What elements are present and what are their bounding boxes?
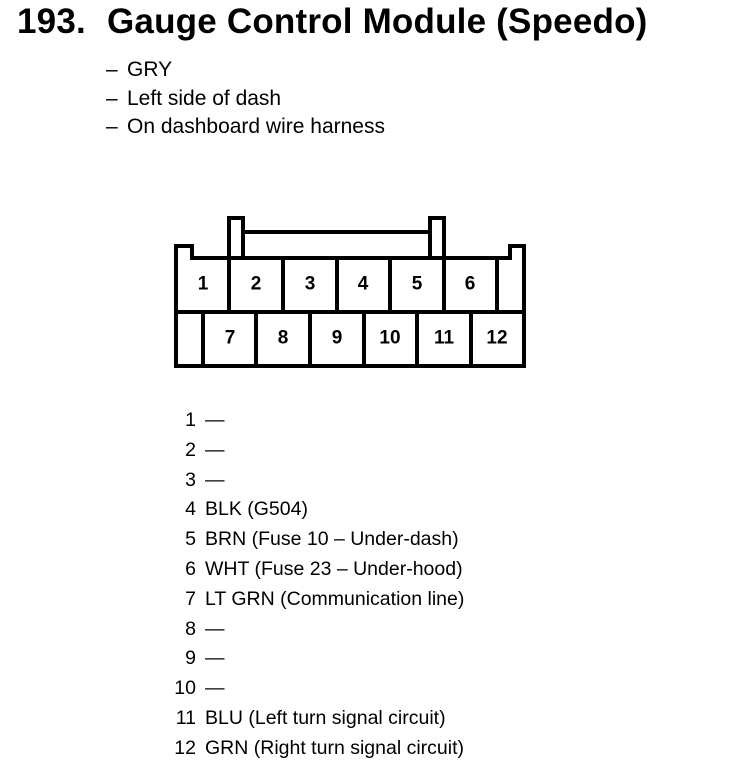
pin-number: 12 xyxy=(174,736,196,759)
pin-number: 10 xyxy=(174,677,196,700)
cavity-label: 4 xyxy=(357,273,369,295)
pin-description: BLK (G504) xyxy=(205,498,308,521)
cavity-label: 10 xyxy=(379,327,401,349)
pin-description: — xyxy=(205,617,225,640)
note-item: – On dashboard wire harness xyxy=(106,115,385,138)
pin-description: — xyxy=(205,468,225,491)
pin-number: 2 xyxy=(185,438,196,461)
cavity-label: 3 xyxy=(304,273,316,295)
locking-tab xyxy=(229,218,444,258)
pin-row xyxy=(160,436,464,466)
pin-number: 9 xyxy=(185,647,196,670)
pin-row xyxy=(160,525,464,555)
cavity-label: 6 xyxy=(464,273,476,295)
pin-row xyxy=(160,615,464,645)
pin-number: 6 xyxy=(185,557,196,580)
note-text: On dashboard wire harness xyxy=(127,115,385,138)
section-number: 193. xyxy=(17,2,86,41)
pin-row xyxy=(160,495,464,525)
pin-description: — xyxy=(205,647,225,670)
pin-row xyxy=(160,674,464,704)
pin-number: 8 xyxy=(185,617,196,640)
cavity-label: 9 xyxy=(331,327,343,349)
pin-number: 5 xyxy=(185,528,196,551)
pin-row xyxy=(160,585,464,615)
pin-description: — xyxy=(205,677,225,700)
pin-description: — xyxy=(205,438,225,461)
pin-description: WHT (Fuse 23 – Under-hood) xyxy=(205,557,463,580)
pin-description: LT GRN (Communication line) xyxy=(205,587,465,610)
note-text: Left side of dash xyxy=(127,86,282,110)
pin-row xyxy=(160,734,464,764)
pin-number: 1 xyxy=(185,409,196,431)
pin-description: GRN (Right turn signal circuit) xyxy=(205,736,464,759)
pin-number: 3 xyxy=(185,468,196,491)
pin-number: 7 xyxy=(185,587,196,610)
pin-number: 11 xyxy=(175,706,196,729)
note-item: – Left side of dash xyxy=(106,86,282,110)
pin-description: — xyxy=(205,409,225,431)
cavity-label: 8 xyxy=(277,327,289,349)
pin-row xyxy=(160,555,464,585)
note-text: GRY xyxy=(127,58,173,81)
cavity-label: 7 xyxy=(224,327,236,349)
note-item: – GRY xyxy=(106,58,173,81)
pin-description: BLU (Left turn signal circuit) xyxy=(205,706,446,729)
pin-row xyxy=(160,644,464,674)
title-text: Gauge Control Module (Speedo) xyxy=(107,2,648,41)
pin-row xyxy=(160,406,464,436)
pin-number: 4 xyxy=(185,498,196,521)
cavity-label: 2 xyxy=(250,273,262,295)
cavity-label: 11 xyxy=(433,327,455,349)
pin-description: BRN (Fuse 10 – Under-dash) xyxy=(205,528,459,551)
pin-row xyxy=(160,466,464,496)
cavity-label: 12 xyxy=(486,327,508,349)
cavity-label: 1 xyxy=(197,273,209,295)
pin-legend xyxy=(160,406,464,764)
cavity-label: 5 xyxy=(411,273,423,295)
pin-row xyxy=(160,704,464,734)
